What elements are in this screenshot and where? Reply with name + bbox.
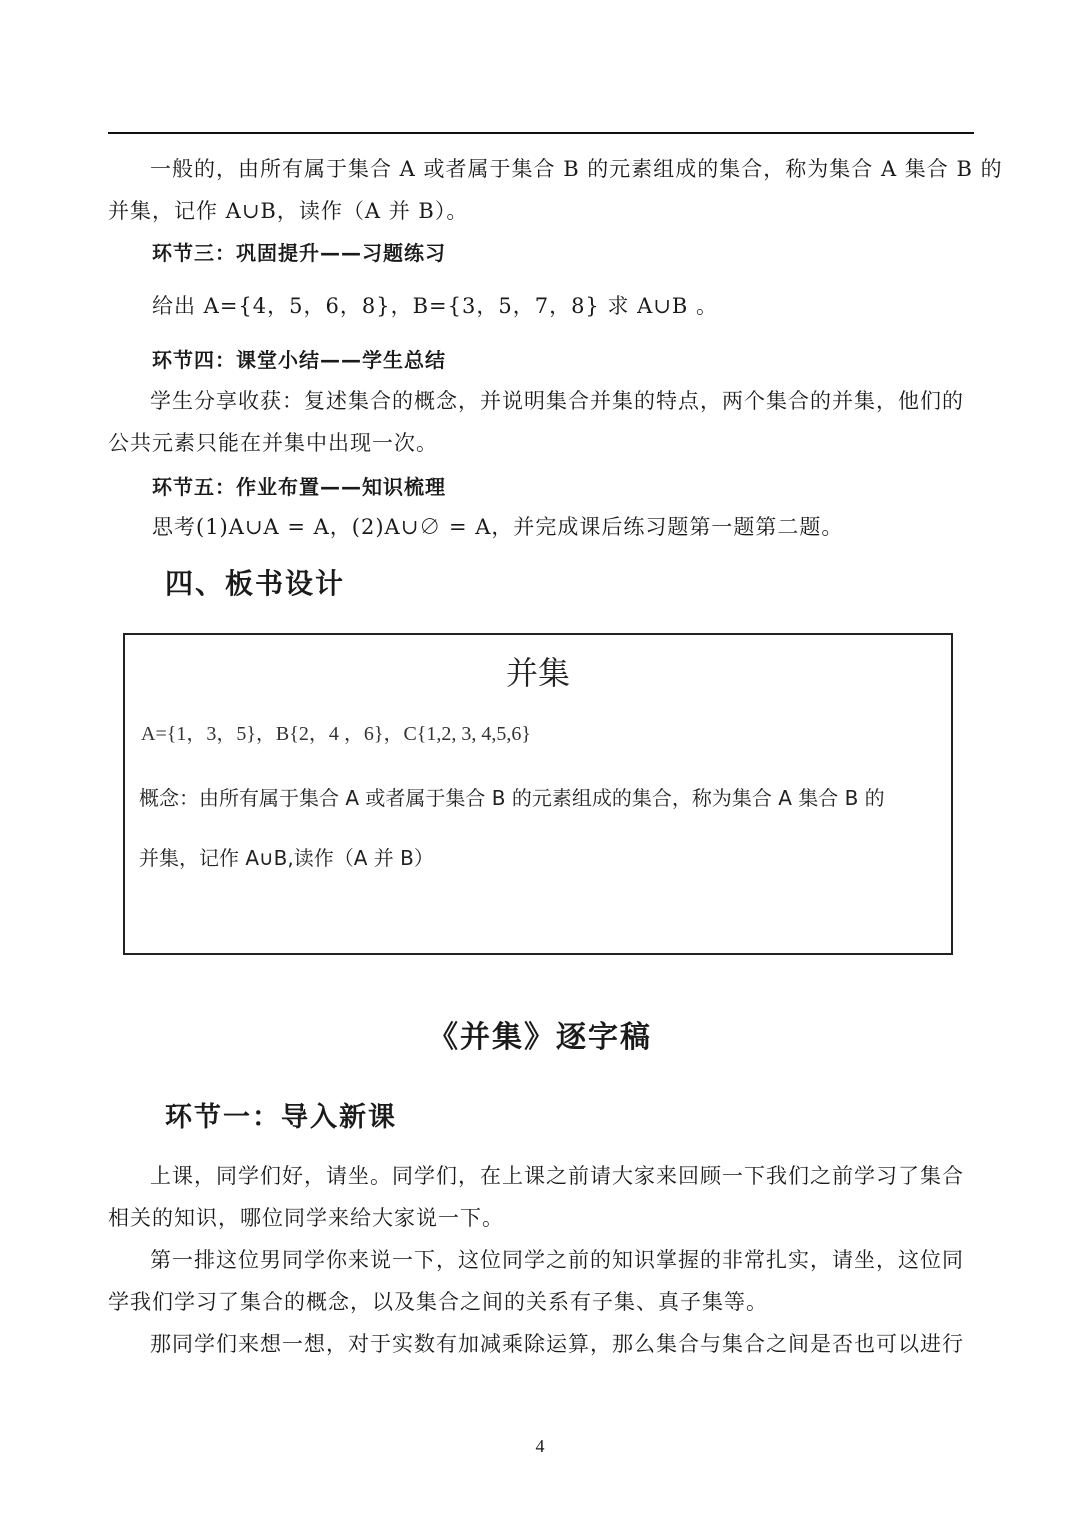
heading-step-3: 环节三：巩固提升——习题练习 bbox=[152, 241, 446, 265]
intro-paragraph-3 bbox=[108, 1323, 974, 1365]
union-definition-paragraph bbox=[108, 148, 1003, 232]
heading-step-5: 环节五：作业布置——知识梳理 bbox=[152, 475, 446, 499]
paragraph-line: 第一排这位男同学你来说一下，这位同学之前的知识掌握的非常扎实，请坐，这位同 bbox=[150, 1248, 964, 1272]
intro-paragraph-2 bbox=[108, 1239, 974, 1323]
paragraph-line: 学我们学习了集合的概念，以及集合之间的关系有子集、真子集等。 bbox=[108, 1290, 768, 1314]
exercise-text: 给出 A={4，5，6，8}，B={3，5，7，8} 求 A∪B 。 bbox=[152, 294, 719, 318]
heading-step-4: 环节四：课堂小结——学生总结 bbox=[152, 348, 446, 372]
section-intro-heading: 环节一：导入新课 bbox=[165, 1102, 397, 1133]
board-concept-line: 概念：由所有属于集合 A 或者属于集合 B 的元素组成的集合，称为集合 A 集合 B 的 bbox=[139, 786, 885, 810]
paragraph-line: 公共元素只能在并集中出现一次。 bbox=[108, 431, 438, 455]
summary-paragraph bbox=[108, 380, 974, 464]
homework-text: 思考(1)A∪A = A，(2)A∪∅ = A，并完成课后练习题第一题第二题。 bbox=[152, 515, 844, 539]
paragraph-line: 相关的知识，哪位同学来给大家说一下。 bbox=[108, 1206, 504, 1230]
blackboard-design-box bbox=[123, 633, 953, 955]
paragraph-line: 上课，同学们好，请坐。同学们，在上课之前请大家来回顾一下我们之前学习了集合 bbox=[150, 1164, 964, 1188]
header-rule bbox=[108, 132, 974, 134]
transcript-title: 《并集》逐字稿 bbox=[428, 1020, 652, 1055]
paragraph-line: 一般的，由所有属于集合 A 或者属于集合 B 的元素组成的集合，称为集合 A 集合 B 的 bbox=[150, 157, 1003, 181]
section-board-design: 四、板书设计 bbox=[165, 567, 346, 600]
intro-paragraph-1 bbox=[108, 1155, 974, 1239]
page-number: 4 bbox=[535, 1436, 545, 1456]
paragraph-line: 那同学们来想一想，对于实数有加减乘除运算，那么集合与集合之间是否也可以进行 bbox=[150, 1332, 964, 1356]
paragraph-line: 学生分享收获：复述集合的概念，并说明集合并集的特点，两个集合的并集，他们的 bbox=[150, 389, 964, 413]
board-title: 并集 bbox=[505, 654, 570, 692]
board-concept-line: 并集，记作 A∪B,读作（A 并 B） bbox=[139, 846, 434, 870]
paragraph-line: 并集，记作 A∪B，读作（A 并 B）。 bbox=[108, 199, 469, 223]
board-sets-example: A={1，3，5}，B{2，4 ，6}，C{1,2, 3, 4,5,6} bbox=[141, 723, 531, 745]
